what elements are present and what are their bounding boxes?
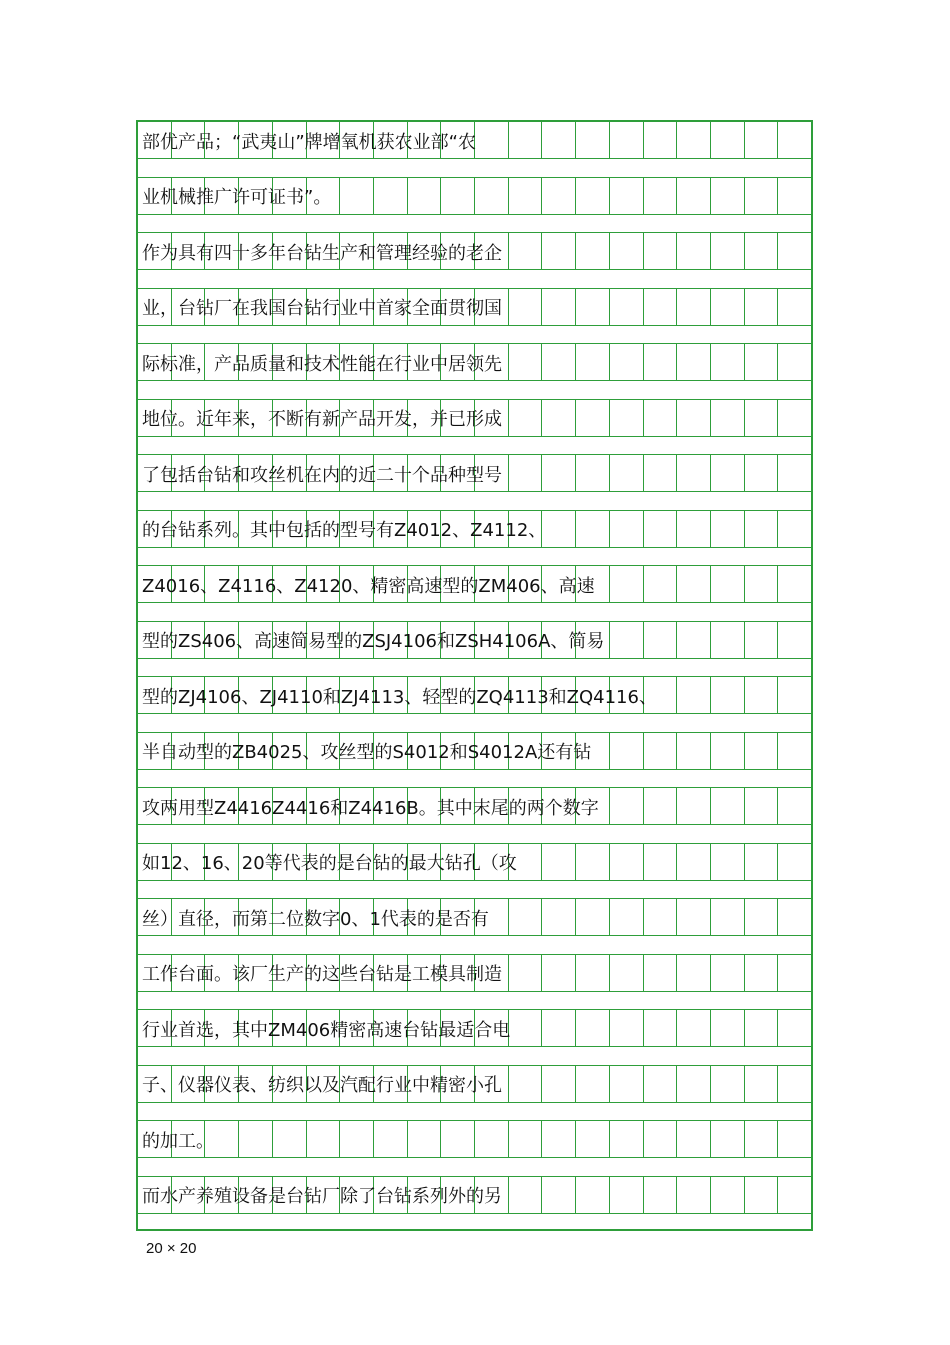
row-text: 部优产品；“武夷山”牌增氧机获农业部“农 <box>142 131 476 153</box>
row-text: 际标准，产品质量和技术性能在行业中居领先 <box>142 353 502 375</box>
row-text: 地位。近年来，不断有新产品开发，并已形成 <box>142 409 502 430</box>
grid-row <box>138 844 811 900</box>
row-text: 子、仪器仪表、纺织以及汽配行业中精密小孔 <box>142 1075 502 1096</box>
grid-row <box>138 1121 811 1177</box>
grid-row <box>138 289 811 345</box>
row-text: 而水产养殖设备是台钻厂除了台钻系列外的另 <box>142 1186 502 1207</box>
grid-row <box>138 955 811 1011</box>
row-text: 的台钻系列。其中包括的型号有Z4012、Z4112、 <box>142 520 547 541</box>
row-text: 攻两用型Z4416Z4416和Z4416B。其中末尾的两个数字 <box>142 797 599 819</box>
grid-size-caption: 20 × 20 <box>146 1240 197 1257</box>
row-text: 业，台钻厂在我国台钻行业中首家全面贯彻国 <box>142 298 502 319</box>
row-text: 作为具有四十多年台钻生产和管理经验的老企 <box>142 242 502 264</box>
row-text: 业机械推广许可证书”。 <box>142 187 332 208</box>
grid-row <box>138 511 811 567</box>
grid-row <box>138 622 811 678</box>
row-text: 的加工。 <box>142 1130 214 1152</box>
grid-row <box>138 677 811 733</box>
row-text: Z4016、Z4116、Z4120、精密高速型的ZM406、高速 <box>142 575 595 597</box>
row-text: 行业首选，其中ZM406精密高速台钻最适合电 <box>142 1019 511 1041</box>
row-text: 半自动型的ZB4025、攻丝型的S4012和S4012A还有钻 <box>142 742 592 763</box>
grid-row <box>138 1066 811 1122</box>
grid-row <box>138 178 811 234</box>
grid-row <box>138 400 811 456</box>
grid-row <box>138 233 811 289</box>
grid-row <box>138 788 811 844</box>
grid-row <box>138 899 811 955</box>
row-text: 如12、16、20等代表的是台钻的最大钻孔（攻 <box>142 853 517 874</box>
manuscript-grid-sheet <box>136 120 813 1231</box>
row-text: 丝）直径，而第二位数字0、1代表的是否有 <box>142 908 489 930</box>
row-text: 工作台面。该厂生产的这些台钻是工模具制造 <box>142 964 502 985</box>
row-text: 型的ZJ4106、ZJ4110和ZJ4113、轻型的ZQ4113和ZQ4116、 <box>142 686 657 708</box>
grid-row <box>138 1177 811 1233</box>
grid-row <box>138 566 811 622</box>
grid-row <box>138 344 811 400</box>
grid-row <box>138 122 811 178</box>
grid-row <box>138 733 811 789</box>
row-text: 了包括台钻和攻丝机在内的近二十个品种型号 <box>142 464 502 486</box>
row-text: 型的ZS406、高速简易型的ZSJ4106和ZSH4106A、简易 <box>142 631 605 652</box>
grid-row <box>138 1010 811 1066</box>
grid-row <box>138 455 811 511</box>
